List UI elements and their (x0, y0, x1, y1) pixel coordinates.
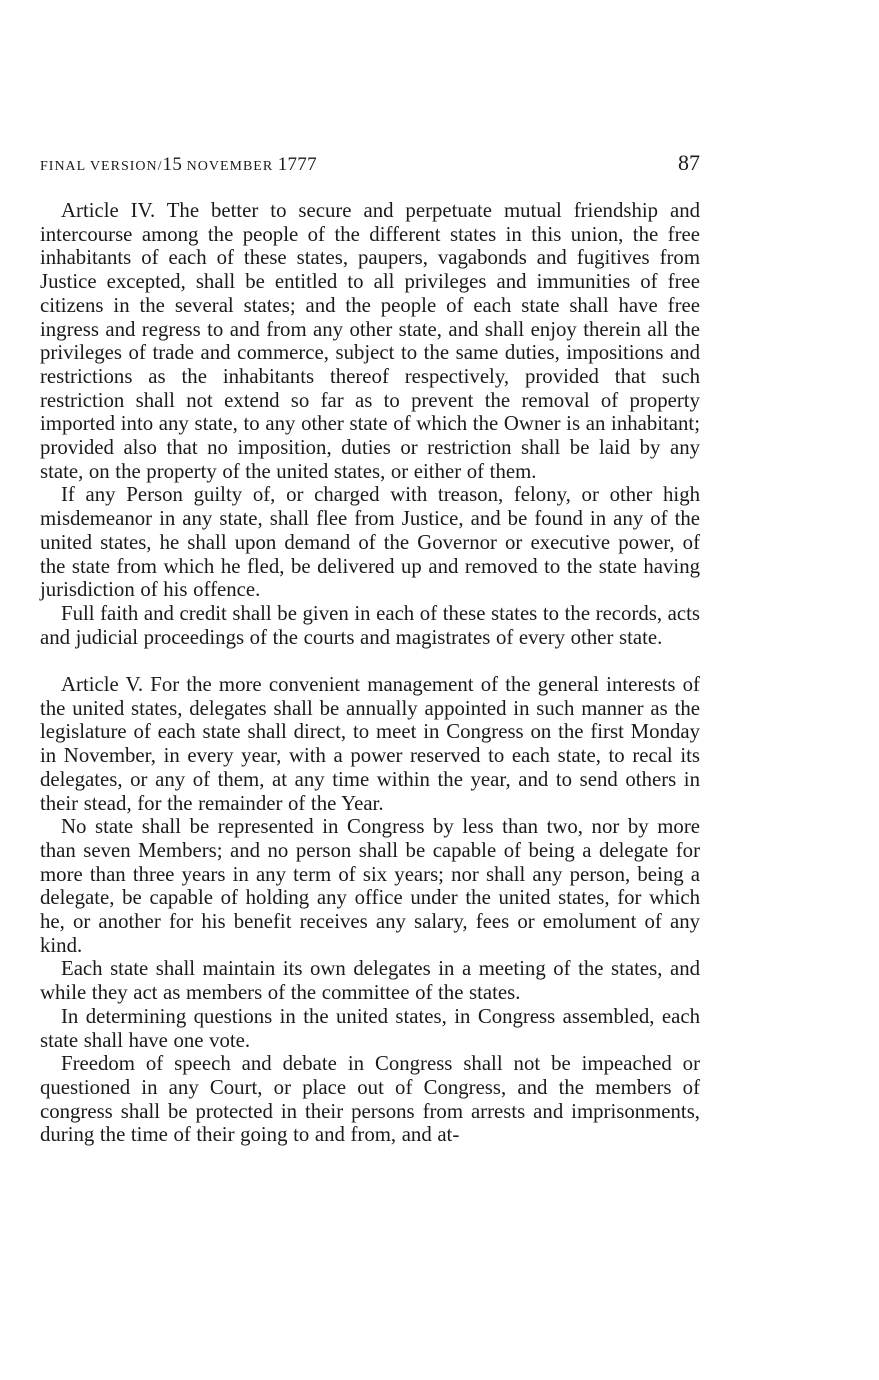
paragraph-article-iv: Article IV. The better to secure and perpetuate mutual friendship and intercourse among the people of the different states in this union, the free inhabitants of each of these states, paupers, vagabonds and fugitives from Justice excepted, shall be entitled to all privileges and immunities of free citizens in the several states; and the people of each state shall have free ingress and regress to and from any other state, and shall enjoy therein all the privileges of trade and commerce, subject to the same duties, impositions and restrictions as the inhabitants thereof respectively, provided that such restriction shall not extend so far as to prevent the removal of property imported into any state, to any other state of which the Owner is an inhabitant; provided also that no imposition, duties or restriction shall be laid by any state, on the property of the united states, or either of them. (40, 199, 700, 483)
body-text (40, 199, 700, 1147)
paragraph-representation: No state shall be represented in Congress by less than two, nor by more than seven Members; and no person shall be capable of being a delegate for more than three years in any term of six years; nor shall any person, being a delegate, be capable of holding any office under the united states, for which he, or another for his benefit receives any salary, fees or emolument of any kind. (40, 815, 700, 957)
running-title (40, 154, 317, 176)
paragraph-full-faith-credit: Full faith and credit shall be given in each of these states to the records, acts and judicial proceedings of the courts and magistrates of every other state. (40, 601, 700, 649)
running-title-prefix: FINAL VERSION/ (40, 159, 163, 174)
paragraph-article-v: Article V. For the more convenient management of the general interests of the united states, delegates shall be annually appointed in such manner as the legislature of each state shall direct, to meet in Congress on the first Monday in November, in every year, with a power reserved to each state, to recal its delegates, or any of them, at any time within the year, and to send others in their stead, for the remainder of the Year. (40, 673, 700, 815)
paragraph-extradition: If any Person guilty of, or charged with treason, felony, or other high misdemeanor in any state, shall flee from Justice, and be found in any of the united states, he shall upon demand of the Governor or executive power, of the state from which he fled, be delivered up and removed to the state having jurisdiction of his offence. (40, 483, 700, 602)
running-head (40, 150, 700, 180)
running-title-date: 15 (162, 154, 183, 175)
paragraph-delegate-maintenance: Each state shall maintain its own delegates in a meeting of the states, and while they act as members of the committee of the states. (40, 957, 700, 1005)
page-number: 87 (678, 150, 700, 175)
running-title-month: NOVEMBER (182, 159, 278, 174)
paragraph-freedom-of-speech: Freedom of speech and debate in Congress shall not be impeached or questioned in any Court, or place out of Congress, and the members of congress shall be protected in their persons from arrests and imprisonments, during the time of their going to and from, and at- (40, 1052, 700, 1147)
running-title-year: 1777 (277, 154, 317, 175)
paragraph-voting: In determining questions in the united states, in Congress assembled, each state shall have one vote. (40, 1004, 700, 1052)
